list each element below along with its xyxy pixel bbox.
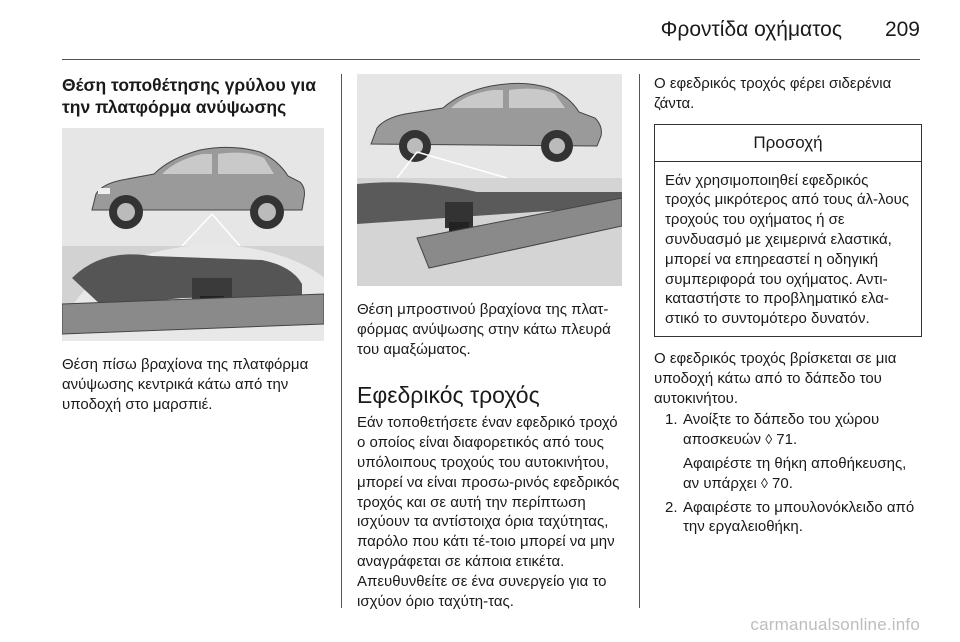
column-divider-2 <box>639 74 640 608</box>
page-number: 209 <box>884 18 920 41</box>
spare-wheel-paragraph: Εάν τοποθετήσετε έναν εφεδρικό τροχό ο οποίος είναι διαφορετικός από τους υπόλοιπους τροχούς του αυτοκινήτου, μπορεί να είναι προσω-ρινός εφεδρικός τροχός και σε αυτή την περίπτωση ισχύουν τα αντίστοιχα όρια ταχύτητας, παρόλο που κάτι τέ-τοιο μπορεί να μην αναγράφεται σε κάποια ετικέτα. Απευθυνθείτε σε ένα συνεργείο για το ισχύον όριο ταχύτη-τας. <box>357 414 620 610</box>
rear-lift-arm-illustration <box>62 128 324 341</box>
column-middle <box>357 74 625 611</box>
spare-wheel-location: Ο εφεδρικός τροχός βρίσκεται σε μια υποδοχή κάτω από το δάπεδο του αυτοκινήτου. <box>654 349 897 407</box>
watermark: carmanualsonline.info <box>750 615 920 634</box>
step-text: Αφαιρέστε το μπουλονόκλειδο από την εργαλειοθήκη. <box>683 498 915 536</box>
step-item <box>654 498 922 538</box>
step-number: 1. <box>665 411 678 429</box>
steel-rim-intro: Ο εφεδρικός τροχός φέρει σιδερένια ζάντα. <box>654 75 892 112</box>
header-divider <box>62 59 920 60</box>
step-text: Ανοίξτε το δάπεδο του χώρου αποσκευών ◊ 71. <box>683 411 880 449</box>
rear-lift-arm-drawing <box>62 128 324 341</box>
step-subtext: Αφαιρέστε τη θήκη αποθήκευσης, αν υπάρχει ◊ 70. <box>683 454 907 492</box>
caution-text: Εάν χρησιμοποιηθεί εφεδρικός τροχός μικρότερος από τους άλ-λους τροχούς του οχήματος ή σε συνδυασμό με χειμερινά ελαστικά, μπορεί να επηρεαστεί η οδηγική συμπεριφορά του οχήματος. Αντι-καταστήστε το προβληματικό ελα-στικό το συντομότερο δυνατόν. <box>665 171 910 328</box>
page-reference-icon: ◊ <box>765 431 773 448</box>
front-lift-arm-drawing <box>357 74 622 286</box>
section-title-header: Φροντίδα οχήματος <box>660 18 842 41</box>
column-left <box>62 74 327 414</box>
jack-position-title: Θέση τοποθέτησης γρύλου για την πλατφόρμα ανύψωσης <box>62 75 316 117</box>
instruction-steps <box>654 410 922 537</box>
step-item <box>654 410 922 493</box>
step-number: 2. <box>665 498 678 516</box>
caution-title: Προσοχή <box>655 125 921 162</box>
page-header <box>0 0 960 62</box>
caution-box <box>654 124 922 337</box>
page-reference-link[interactable]: 71. <box>776 431 798 449</box>
spare-wheel-heading: Εφεδρικός τροχός <box>357 382 540 409</box>
rear-lift-arm-caption: Θέση πίσω βραχίονα της πλατφόρμα ανύψωσης κεντρικά κάτω από την υποδοχή στο μαρσπιέ. <box>62 356 309 413</box>
column-divider-1 <box>341 74 342 608</box>
page-reference-link[interactable]: 70. <box>772 474 793 492</box>
front-lift-arm-illustration <box>357 74 622 286</box>
front-lift-arm-caption: Θέση μπροστινού βραχίονα της πλατ-φόρμας ανύψωσης στην κάτω πλευρά του αμαξώματος. <box>357 301 611 358</box>
column-right <box>654 74 922 541</box>
page-reference-icon: ◊ <box>760 474 768 491</box>
